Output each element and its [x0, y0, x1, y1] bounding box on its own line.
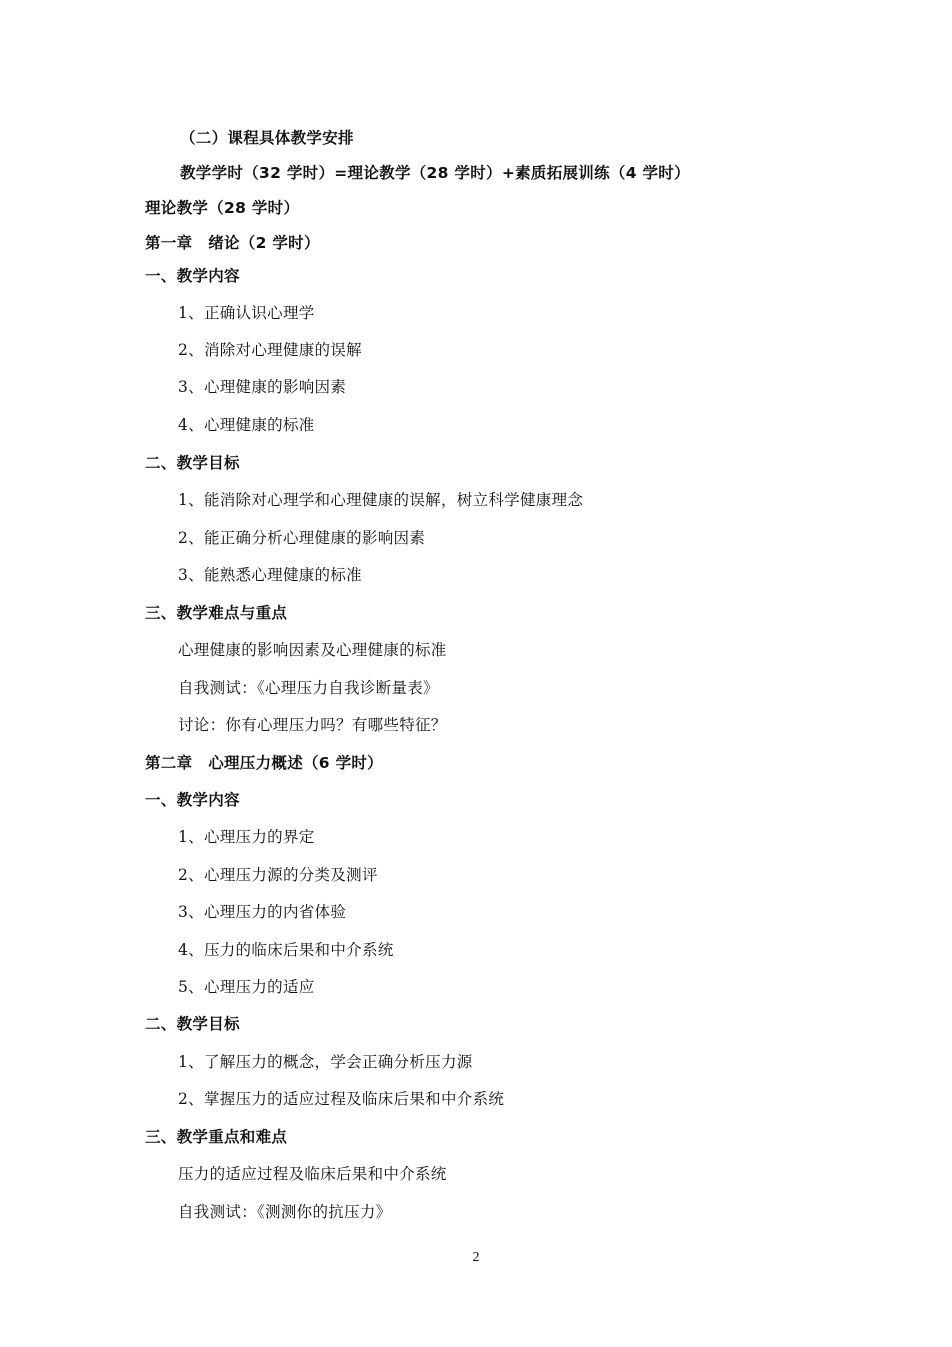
heading-line: 一、教学内容	[145, 267, 240, 285]
heading-line: 第二章 心理压力概述（6 学时）	[145, 754, 383, 772]
body-line: 3、心理压力的内省体验	[178, 903, 347, 921]
body-line: 心理健康的影响因素及心理健康的标准	[178, 641, 447, 659]
heading-line: 一、教学内容	[145, 791, 240, 809]
heading-line: 三、教学难点与重点	[145, 604, 288, 622]
heading-line: 二、教学目标	[145, 1015, 240, 1033]
body-line: 2、掌握压力的适应过程及临床后果和中介系统	[178, 1090, 505, 1108]
body-line: 讨论：你有心理压力吗？有哪些特征？	[178, 716, 447, 734]
page-number: 2	[472, 1250, 480, 1265]
body-line: 1、心理压力的界定	[178, 828, 315, 846]
heading-line: 二、教学目标	[145, 454, 240, 472]
body-line: 3、心理健康的影响因素	[178, 378, 347, 396]
heading-line: 第一章 绪论（2 学时）	[145, 234, 320, 252]
heading-line: 理论教学（28 学时）	[145, 199, 300, 217]
heading-line: 三、教学重点和难点	[145, 1128, 288, 1146]
body-line: 压力的适应过程及临床后果和中介系统	[178, 1165, 447, 1183]
body-line: 1、正确认识心理学	[178, 304, 315, 322]
body-line: 自我测试：《心理压力自我诊断量表》	[178, 679, 439, 697]
body-line: 1、能消除对心理学和心理健康的误解，树立科学健康理念	[178, 491, 584, 509]
body-line: 4、心理健康的标准	[178, 416, 315, 434]
body-line: 2、消除对心理健康的误解	[178, 341, 362, 359]
body-line: 5、心理压力的适应	[178, 978, 315, 996]
body-line: 4、压力的临床后果和中介系统	[178, 941, 394, 959]
body-line: 3、能熟悉心理健康的标准	[178, 566, 362, 584]
heading-line: （二）课程具体教学安排	[180, 129, 354, 147]
body-line: 2、心理压力源的分类及测评	[178, 866, 378, 884]
heading-line: 教学学时（32 学时）=理论教学（28 学时）+素质拓展训练（4 学时）	[180, 164, 690, 182]
body-line: 自我测试：《测测你的抗压力》	[178, 1203, 392, 1221]
body-line: 2、能正确分析心理健康的影响因素	[178, 529, 426, 547]
body-line: 1、了解压力的概念，学会正确分析压力源	[178, 1053, 473, 1071]
